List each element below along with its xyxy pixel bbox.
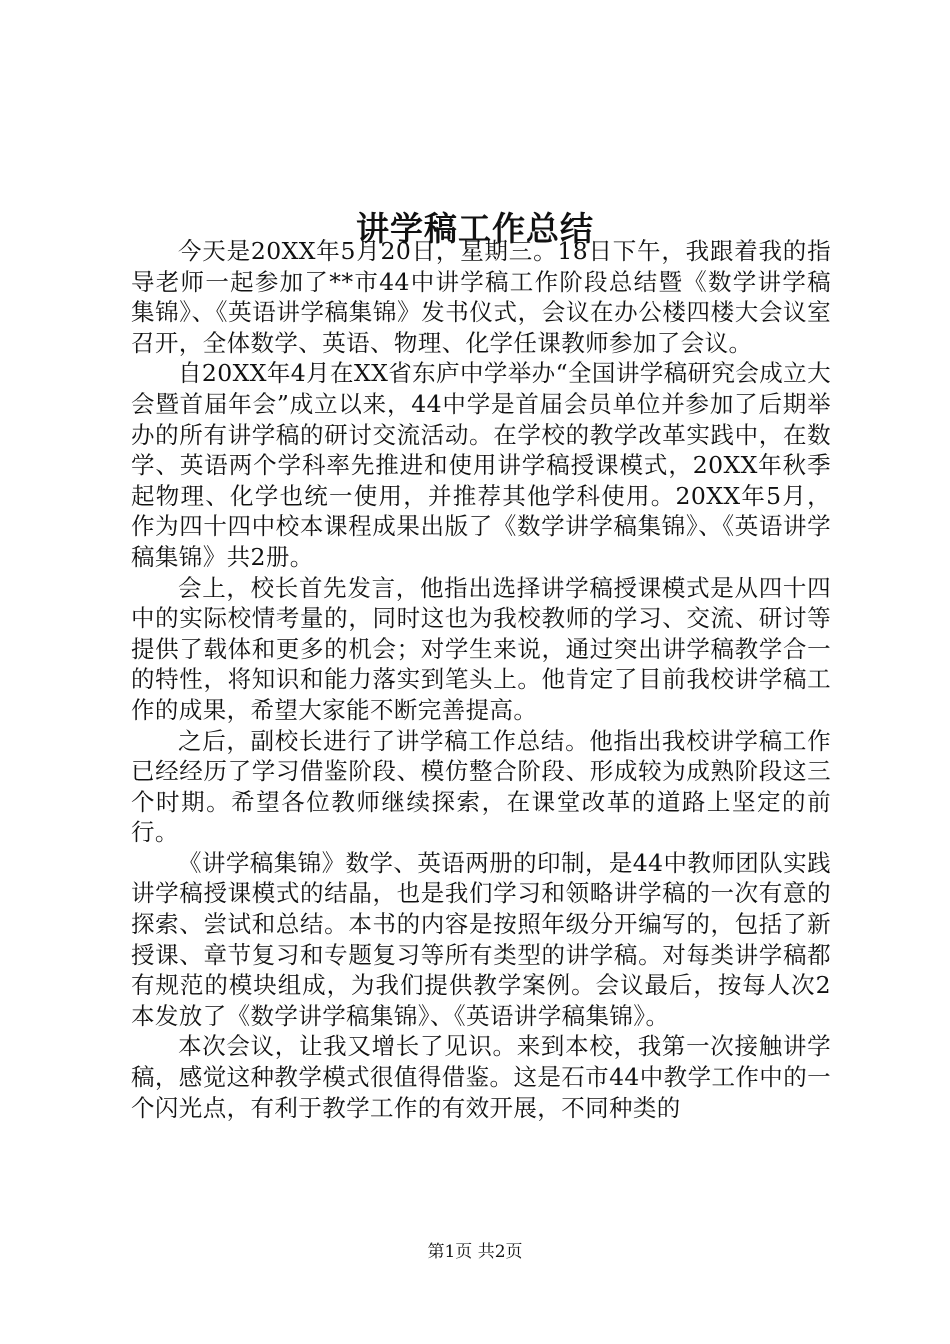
- page-number-footer: 第1页 共2页: [427, 1242, 523, 1262]
- paragraph-2: 自20XX年4月在XX省东庐中学举办“全国讲学稿研究会成立大会暨首届年会”成立以来，44中学是首届会员单位并参加了后期举办的所有讲学稿的研讨交流活动。在学校的教学改革实践中，在数学、英语两个学科率先推进和使用讲学稿授课模式，20XX年秋季起物理、化学也统一使用，并推荐其他学科使用。20XX年5月，作为四十四中校本课程成果出版了《数学讲学稿集锦》、《英语讲学稿集锦》共2册。: [131, 359, 831, 571]
- paragraph-3: 会上，校长首先发言，他指出选择讲学稿授课模式是从四十四中的实际校情考量的，同时这也为我校教师的学习、交流、研讨等提供了载体和更多的机会；对学生来说，通过突出讲学稿教学合一的特性，将知识和能力落实到笔头上。他肯定了目前我校讲学稿工作的成果，希望大家能不断完善提高。: [131, 573, 831, 724]
- document-title: 讲学稿工作总结: [356, 209, 594, 249]
- document-body: [131, 236, 831, 1123]
- paragraph-4: 之后，副校长进行了讲学稿工作总结。他指出我校讲学稿工作已经经历了学习借鉴阶段、模仿整合阶段、形成较为成熟阶段这三个时期。希望各位教师继续探索，在课堂改革的道路上坚定的前行。: [131, 726, 831, 847]
- paragraph-1: 今天是20XX年5月20日，星期三。18日下午，我跟着我的指导老师一起参加了**市44中讲学稿工作阶段总结暨《数学讲学稿集锦》、《英语讲学稿集锦》发书仪式，会议在办公楼四楼大会议室召开，全体数学、英语、物理、化学任课教师参加了会议。: [131, 237, 831, 357]
- paragraph-6: 本次会议，让我又增长了见识。来到本校，我第一次接触讲学稿，感觉这种教学模式很值得借鉴。这是石市44中教学工作中的一个闪光点，有利于教学工作的有效开展，不同种类的: [131, 1032, 831, 1122]
- paragraph-5: 《讲学稿集锦》数学、英语两册的印制，是44中教师团队实践讲学稿授课模式的结晶，也是我们学习和领略讲学稿的一次有意的探索、尝试和总结。本书的内容是按照年级分开编写的，包括了新授课、章节复习和专题复习等所有类型的讲学稿。对每类讲学稿都有规范的模块组成，为我们提供教学案例。会议最后，按每人次2本发放了《数学讲学稿集锦》、《英语讲学稿集锦》。: [131, 848, 831, 1030]
